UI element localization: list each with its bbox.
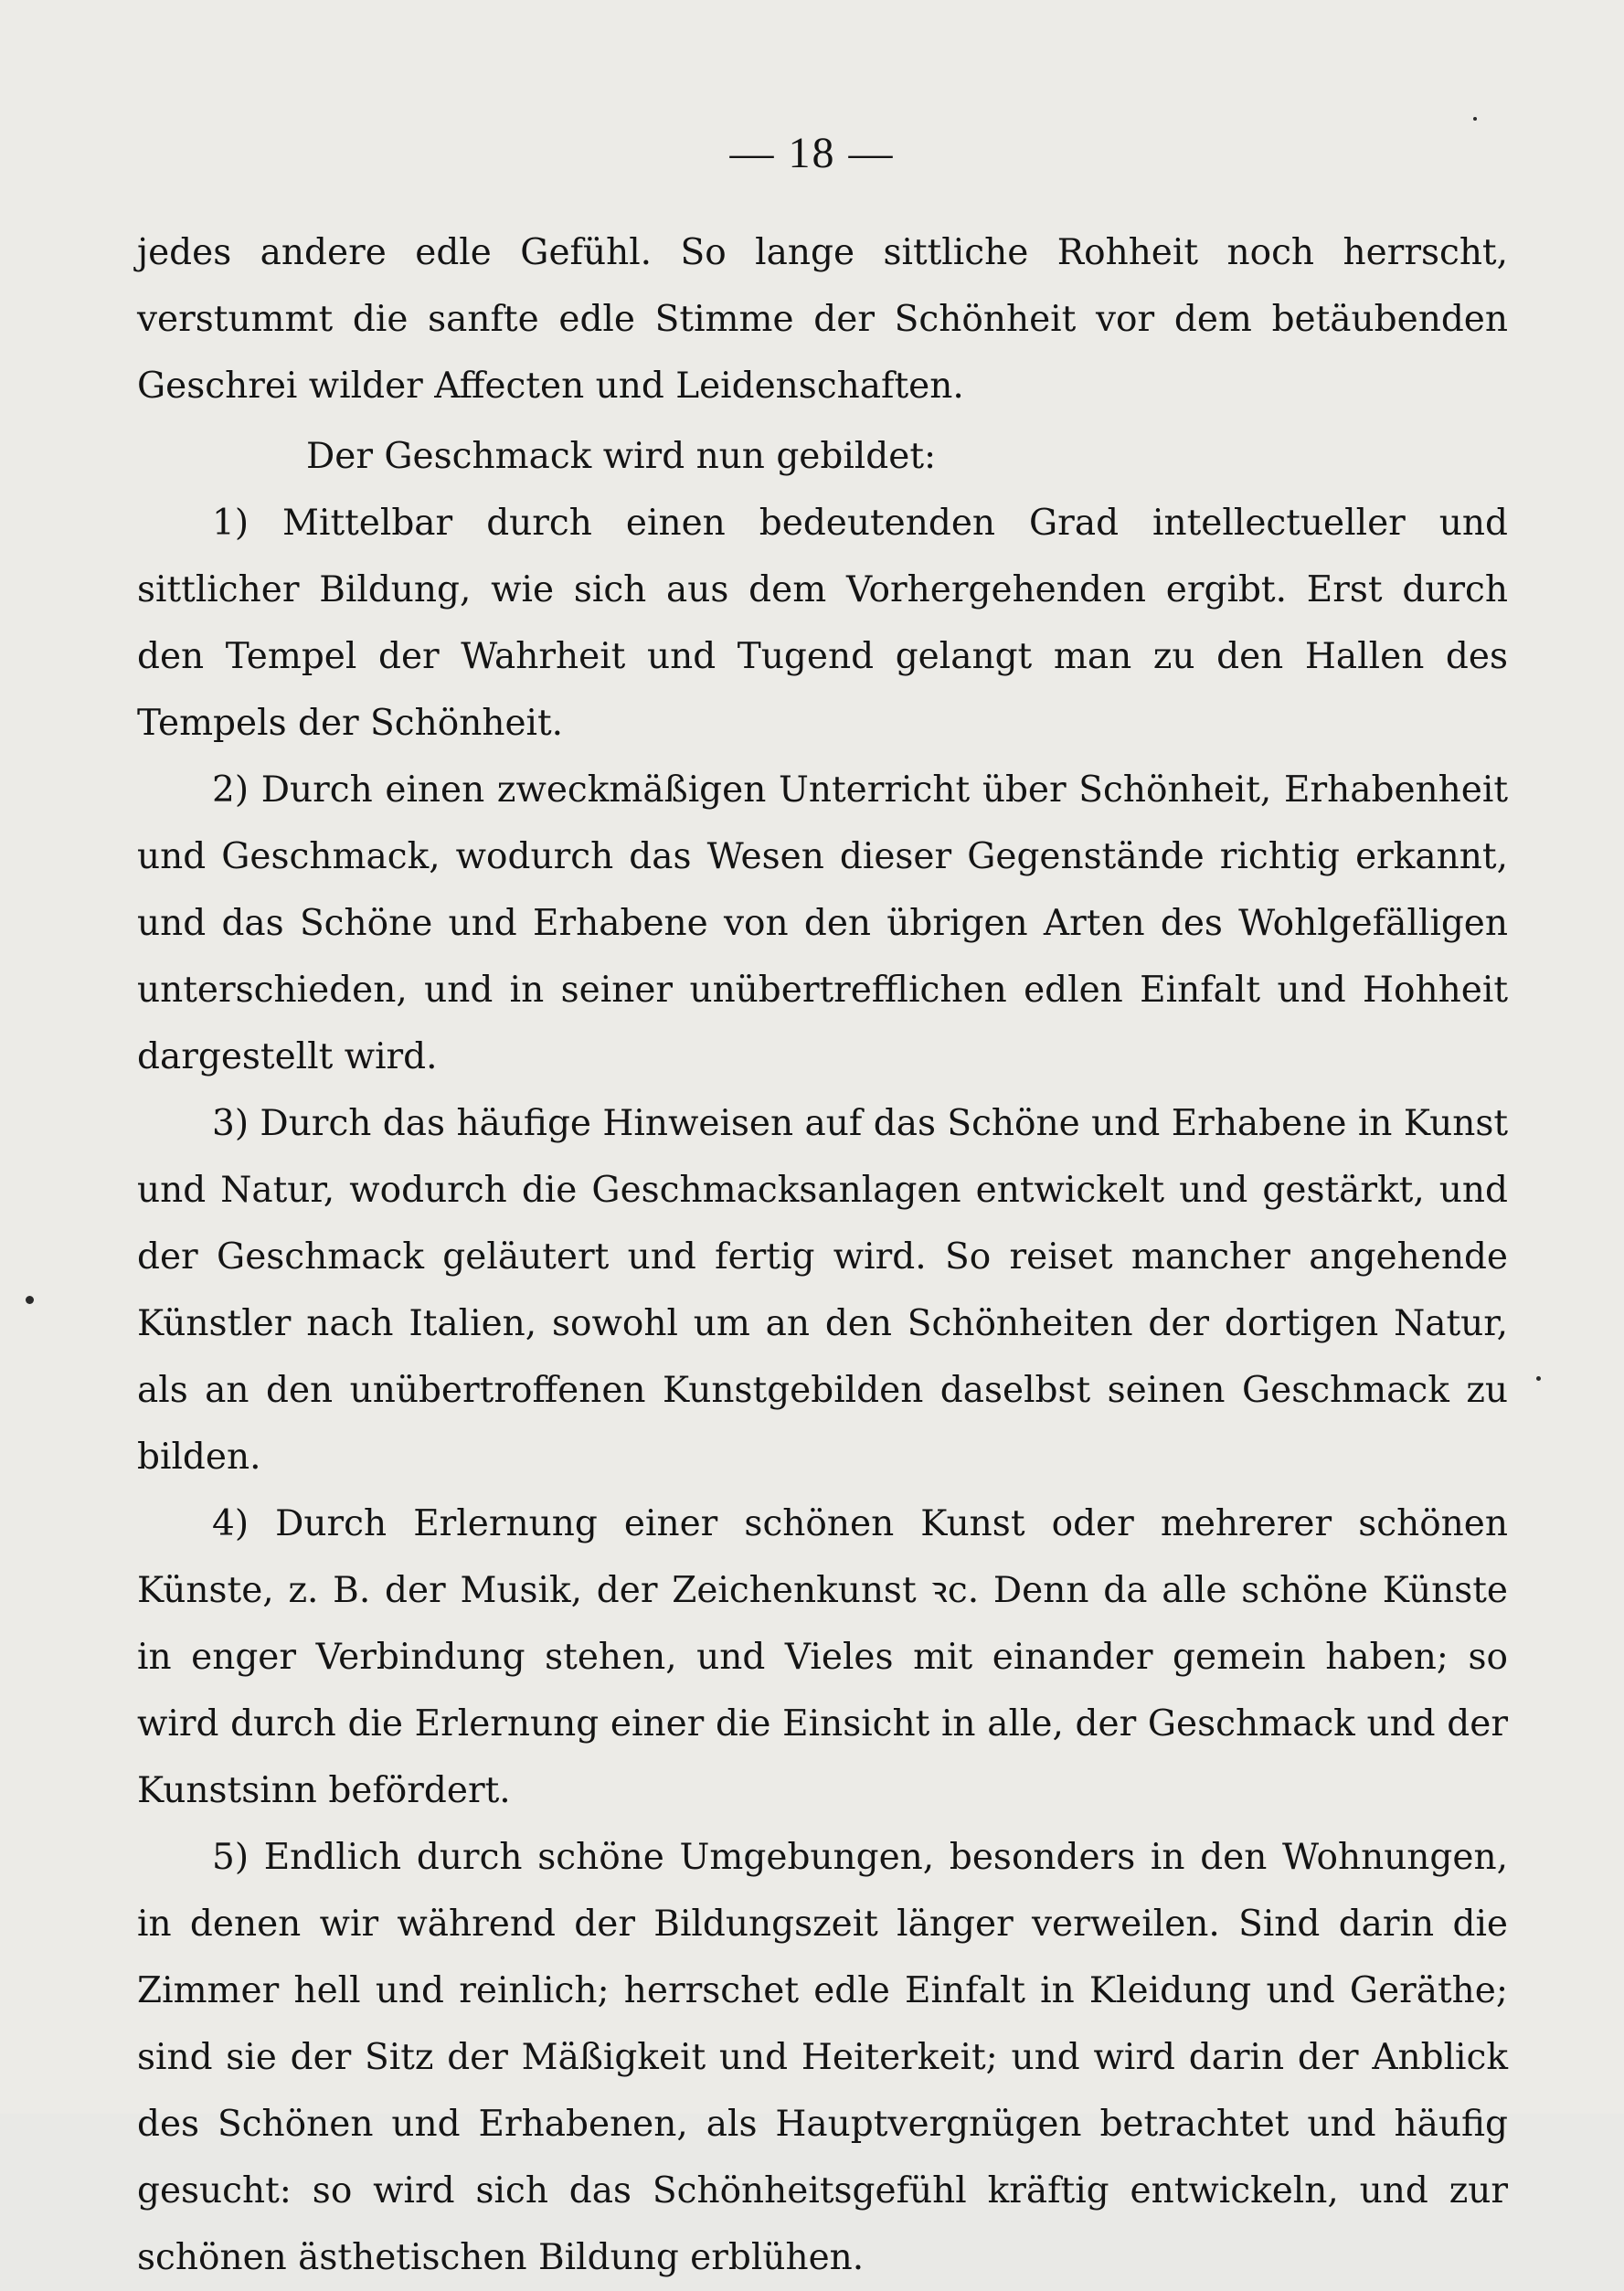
paragraph-lead-in: Der Geschmack wird nun gebildet:	[306, 436, 937, 477]
paragraph-continuation: jedes andere edle Gefühl. So lange sittliche Rohheit noch herrscht, verstummt die sanfte edle Stimme der Schönheit vor dem betäubenden Geschrei wilder Affecten und Leidenschaften.	[137, 232, 1508, 407]
ink-speck	[26, 1296, 34, 1304]
body-text	[137, 219, 1508, 2291]
paragraph-item-3: 3) Durch das häufige Hinweisen auf das Schöne und Erhabene in Kunst und Natur, wodurch die Geschmacksanlagen entwickelt und gestärkt, und der Geschmack geläutert und fertig wird. So reiset mancher angehende Künstler nach Italien, sowohl um an den Schönheiten der dortigen Natur, als an den unübertroffenen Kunstgebilden daselbst seinen Geschmack zu bilden.	[137, 1103, 1509, 1478]
paragraph-item-2: 2) Durch einen zweckmäßigen Unterricht über Schönheit, Erhabenheit und Geschmack, wodurch das Wesen dieser Gegenstände richtig erkannt, und das Schöne und Erhabene von den übrigen Arten des Wohlgefälligen unterschieden, und in seiner unübertrefflichen edlen Einfalt und Hohheit dargestellt wird.	[137, 769, 1508, 1077]
paragraph-item-1: 1) Mittelbar durch einen bedeutenden Grad intellectueller und sittlicher Bildung, wie sich aus dem Vorhergehenden ergibt. Erst durch den Tempel der Wahrheit und Tugend gelangt man zu den Hallen des Tempels der Schönheit.	[137, 503, 1508, 744]
paragraph-item-4: 4) Durch Erlernung einer schönen Kunst oder mehrerer schönen Künste, z. B. der Musik, der Zeichenkunst ꝛc. Denn da alle schöne Künste in enger Verbindung stehen, und Vieles mit einander gemein haben; so wird durch die Erlernung einer die Einsicht in alle, der Geschmack und der Kunstsinn befördert.	[137, 1503, 1508, 1811]
ink-speck	[1473, 117, 1477, 121]
page-number: — 18 —	[729, 129, 895, 177]
ink-speck	[1536, 1376, 1541, 1381]
paragraph-item-5: 5) Endlich durch schöne Umgebungen, besonders in den Wohnungen, in denen wir während der Bildungszeit länger verweilen. Sind darin die Zimmer hell und reinlich; herrschet edle Einfalt in Kleidung und Geräthe; sind sie der Sitz der Mäßigkeit und Heiterkeit; und wird darin der Anblick des Schönen und Erhabenen, als Hauptvergnügen betrachtet und häufig gesucht: so wird sich das Schönheitsgefühl kräftig entwickeln, und zur schönen ästhetischen Bildung erblühen.	[137, 1837, 1508, 2278]
